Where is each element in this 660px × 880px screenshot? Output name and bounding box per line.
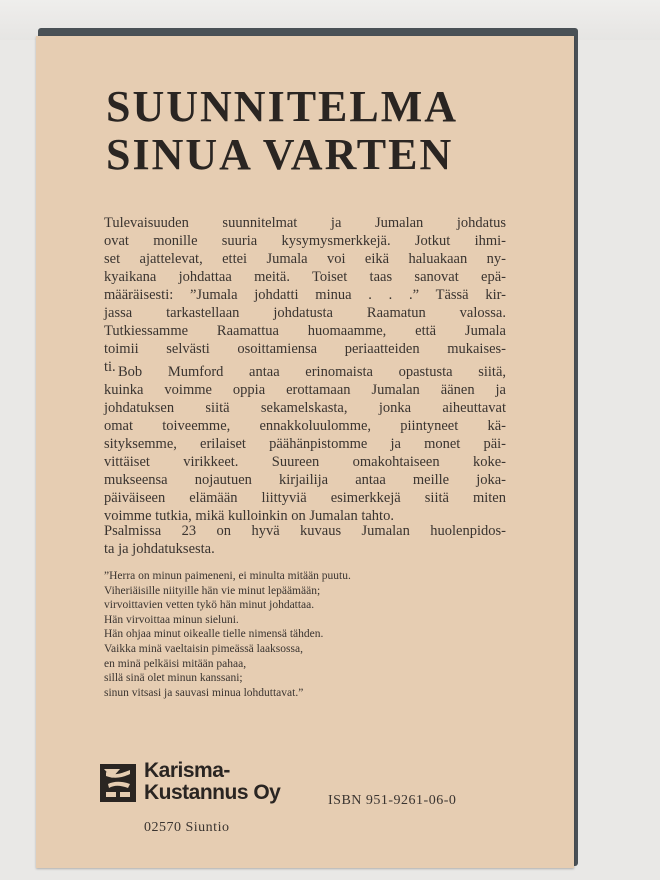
text-line: vittäiset virikkeet. Suureen omakohtaiseen koke- [104,454,506,470]
publisher-postal: 02570 Siuntio [144,820,230,835]
publisher-name-line-2: Kustannus Oy [144,781,281,804]
psalm-quote [104,569,504,700]
quote-line: sillä sinä olet minun kanssani; [104,672,243,685]
text-line: mukseensa nojautuen kirjailija antaa meille joka- [104,472,506,488]
text-line: ti. [104,359,116,375]
quote-line: Viheriäisille niityille hän vie minut lepäämään; [104,584,321,597]
blurb-paragraph-2 [104,363,506,525]
text-line: päiväiseen elämään liittyviä esimerkkejä siitä miten [104,490,506,506]
quote-line: en minä pelkäisi mitään pahaa, [104,657,247,670]
text-line: sityksemme, erilaiset päähänpistomme ja monet päi- [104,436,506,452]
isbn: ISBN 951-9261-06-0 [328,793,457,808]
text-line: voimme tutkia, mikä kulloinkin on Jumalan tahto. [104,508,394,524]
quote-line: sinun vitsasi ja sauvasi minua lohduttavat.” [104,686,304,699]
text-line: kuinka voimme oppia erottamaan Jumalan äänen ja [104,382,506,398]
quote-line: virvoittavien vetten tykö hän minut johdattaa. [104,599,315,612]
quote-line: Vaikka minä vaeltaisin pimeässä laaksossa, [104,642,303,655]
title-line-2: SINUA VARTEN [106,130,454,179]
quote-line: ”Herra on minun paimeneni, ei minulta mitään puutu. [104,570,351,582]
text-line: Tulevaisuuden suunnitelmat ja Jumalan johdatus [104,215,506,231]
text-line: Bob Mumford antaa erinomaista opastusta siitä, [118,364,506,380]
quote-line: Hän ohjaa minut oikealle tielle nimensä tähden. [104,628,324,641]
karisma-logo-icon [100,764,136,802]
text-line: set ajattelevat, ettei Jumala voi eikä haluakaan ny- [104,251,506,267]
publisher-name [144,760,280,804]
text-line: ovat monille suuria kysymysmerkkejä. Jotkut ihmi- [104,233,506,249]
publisher-name-line-1: Karisma- [144,759,230,782]
text-line: ta ja johdatuksesta. [104,541,215,557]
text-line: kyaikana johdattaa meitä. Toiset taas sanovat epä- [104,269,506,285]
quote-line: Hän virvoittaa minun sieluni. [104,613,239,626]
title-line-1: SUUNNITELMA [106,82,459,131]
text-line: jassa tarkastellaan johdatusta Raamatun valossa. [104,305,506,321]
blurb-paragraph-1 [104,214,506,376]
blurb-paragraph-3 [104,522,506,558]
text-line: Tutkiessamme Raamattua huomaamme, että Jumala [104,323,506,339]
text-line: toimii selvästi osoittamiensa periaatteiden mukaises- [104,341,506,357]
text-line: johdatuksen siitä sekamelskasta, jonka aiheuttavat [104,400,506,416]
text-line: Psalmissa 23 on hyvä kuvaus Jumalan huolenpidos- [104,523,506,539]
text-line: omat toiveemme, ennakkoluulomme, piintyneet kä- [104,418,506,434]
text-line: määräisesti: ”Jumala johdatti minua . . .” Tässä kir- [104,287,506,303]
book-back-cover [36,36,574,868]
